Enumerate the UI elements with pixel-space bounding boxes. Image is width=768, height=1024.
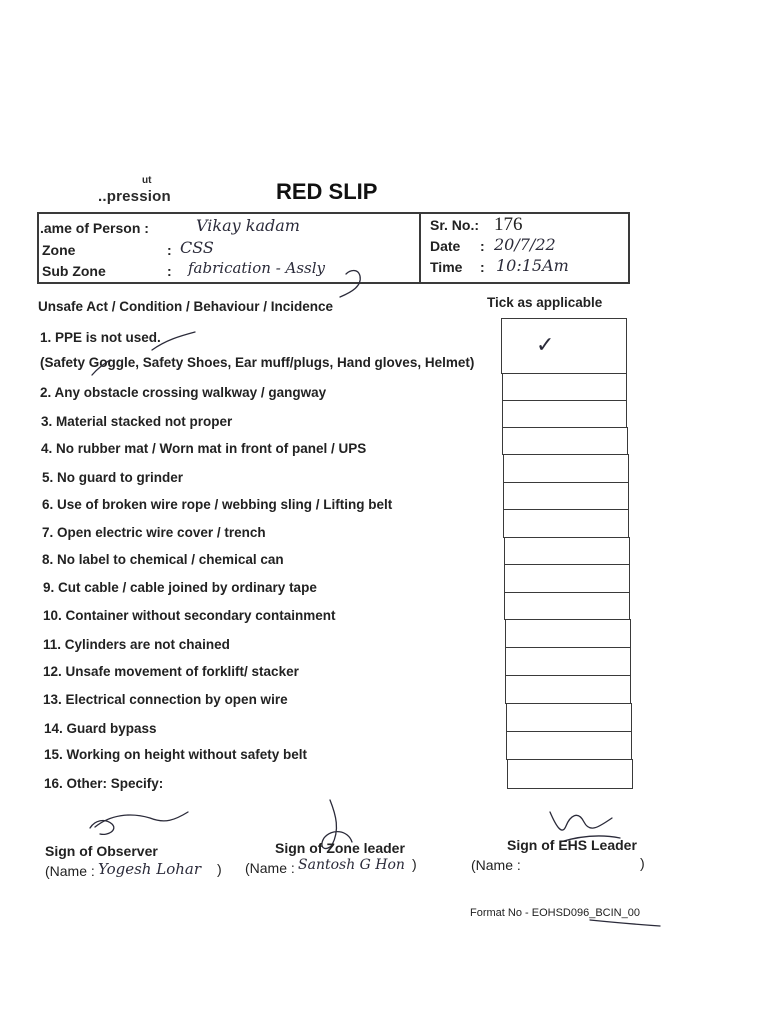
checklist-item-13: 13. Electrical connection by open wire bbox=[43, 692, 288, 707]
checklist-heading: Unsafe Act / Condition / Behaviour / Incidence bbox=[38, 299, 334, 314]
checklist-item-1-detail: (Safety Goggle, Safety Shoes, Ear muff/plugs, Hand gloves, Helmet) bbox=[40, 355, 475, 370]
checklist-item-15: 15. Working on height without safety belt bbox=[44, 747, 308, 762]
format-underline-stroke bbox=[590, 920, 660, 926]
tick-heading: Tick as applicable bbox=[487, 295, 603, 310]
zone-value[interactable]: CSS bbox=[180, 238, 214, 257]
observer-name-label: (Name : bbox=[45, 863, 95, 879]
checklist-item-8: 8. No label to chemical / chemical can bbox=[42, 552, 284, 567]
ppe-underline-stroke bbox=[152, 332, 195, 350]
checklist-item-16: 16. Other: Specify: bbox=[44, 776, 164, 791]
checklist-item-4: 4. No rubber mat / Worn mat in front of panel / UPS bbox=[41, 441, 367, 456]
time-label: Time bbox=[430, 259, 463, 275]
sub-zone-colon: : bbox=[167, 263, 172, 279]
checklist-item-12: 12. Unsafe movement of forklift/ stacker bbox=[43, 664, 299, 679]
checklist-item-6: 6. Use of broken wire rope / webbing sling / Lifting belt bbox=[42, 497, 393, 512]
time-colon: : bbox=[480, 259, 485, 275]
checklist-item-1: 1. PPE is not used. bbox=[40, 330, 161, 345]
sub-zone-label: Sub Zone bbox=[42, 263, 106, 279]
tick-mark: ✓ bbox=[536, 333, 555, 358]
observer-name-value[interactable]: Yogesh Lohar bbox=[98, 860, 202, 878]
observer-sign-label: Sign of Observer bbox=[45, 843, 158, 859]
ehs-leader-name-close: ) bbox=[640, 855, 645, 871]
name-of-person-label: .ame of Person : bbox=[40, 220, 149, 236]
goggle-stroke bbox=[92, 360, 110, 375]
sr-no-label: Sr. No.: bbox=[430, 217, 480, 233]
sub-zone-value[interactable]: fabrication - Assly bbox=[188, 259, 326, 277]
checklist-item-2: 2. Any obstacle crossing walkway / gangway bbox=[40, 385, 327, 400]
logo-top-fragment: ut bbox=[142, 175, 152, 186]
incidence-stroke bbox=[340, 271, 360, 298]
company-logo: ..pression bbox=[98, 188, 171, 205]
page-title: RED SLIP bbox=[276, 179, 378, 204]
name-of-person-value[interactable]: Vikay kadam bbox=[196, 216, 300, 235]
zone-leader-name-label: (Name : bbox=[245, 860, 295, 876]
checklist-item-11: 11. Cylinders are not chained bbox=[43, 637, 230, 652]
zone-label: Zone bbox=[42, 242, 76, 258]
date-label: Date bbox=[430, 238, 461, 254]
checklist-item-7: 7. Open electric wire cover / trench bbox=[42, 525, 266, 540]
date-colon: : bbox=[480, 238, 485, 254]
sr-no-value: 176 bbox=[494, 214, 523, 235]
ehs-leader-sign-label: Sign of EHS Leader bbox=[507, 837, 637, 853]
checklist-item-3: 3. Material stacked not proper bbox=[41, 414, 233, 429]
zone-colon: : bbox=[167, 242, 172, 258]
checklist-item-9: 9. Cut cable / cable joined by ordinary tape bbox=[43, 580, 317, 595]
zone-leader-name-close: ) bbox=[412, 856, 417, 872]
ehs-signature bbox=[550, 812, 612, 830]
ehs-leader-name-label: (Name : bbox=[471, 857, 521, 873]
zone-leader-sign-label: Sign of Zone leader bbox=[275, 840, 405, 856]
checklist-item-14: 14. Guard bypass bbox=[44, 721, 157, 736]
observer-signature bbox=[95, 812, 188, 827]
checklist-item-10: 10. Container without secondary containment bbox=[43, 608, 336, 623]
checklist-item-5: 5. No guard to grinder bbox=[42, 470, 184, 485]
format-number: Format No - EOHSD096_BCIN_00 bbox=[470, 907, 640, 919]
date-value[interactable]: 20/7/22 bbox=[494, 235, 556, 254]
time-value[interactable]: 10:15Am bbox=[496, 256, 569, 275]
zone-leader-name-value[interactable]: Santosh G Hon bbox=[298, 857, 405, 873]
observer-name-close: ) bbox=[217, 861, 222, 877]
